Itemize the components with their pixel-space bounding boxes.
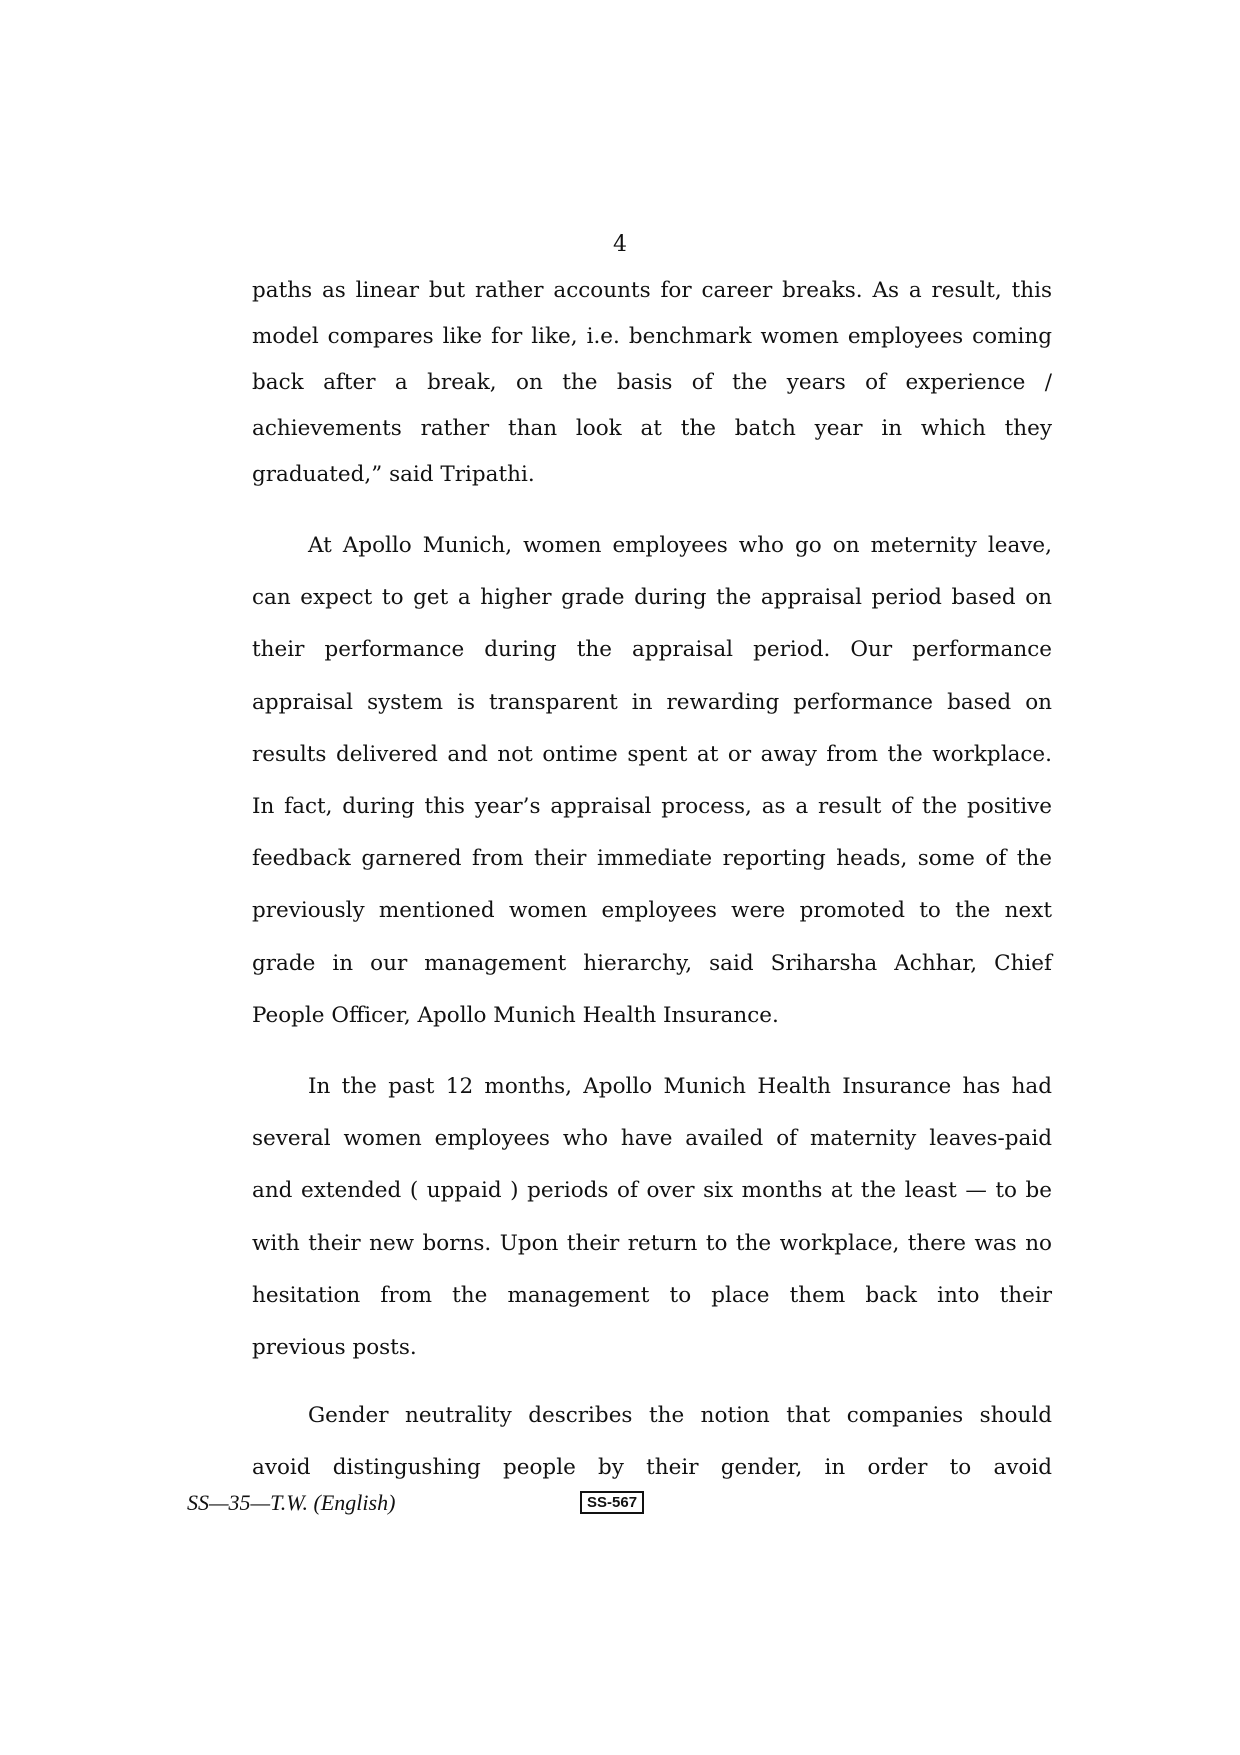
paragraph	[252, 268, 1052, 498]
text-line: People Officer, Apollo Munich Health Insurance.	[252, 1002, 779, 1028]
text-line: previous posts.	[252, 1335, 417, 1361]
text-line: In fact, during this year’s appraisal process, as a result of the positive	[252, 794, 1052, 820]
footer-exam-code: SS—35—T.W. (English)	[187, 1490, 396, 1515]
text-line: model compares like for like, i.e. benchmark women employees coming	[252, 324, 1052, 349]
text-line: feedback garnered from their immediate reporting heads, some of the	[252, 846, 1052, 872]
text-line: In the past 12 months, Apollo Munich Health Insurance has had	[308, 1074, 1052, 1100]
text-line: avoid distingushing people by their gender, in order to avoid	[252, 1455, 1052, 1481]
text-line: achievements rather than look at the batch year in which they	[252, 416, 1052, 441]
paragraph	[252, 1061, 1052, 1374]
text-line: results delivered and not ontime spent at or away from the workplace.	[252, 741, 1052, 767]
text-line: appraisal system is transparent in rewarding performance based on	[252, 689, 1052, 715]
text-line: back after a break, on the basis of the years of experience /	[252, 370, 1052, 395]
text-line: several women employees who have availed of maternity leaves-paid	[252, 1126, 1052, 1152]
footer-series-badge: SS-567	[580, 1491, 644, 1514]
text-line: their performance during the appraisal period. Our performance	[252, 637, 1052, 663]
text-line: and extended ( uppaid ) periods of over six months at the least — to be	[252, 1178, 1052, 1204]
paragraph	[252, 520, 1052, 1042]
text-line: grade in our management hierarchy, said Sriharsha Achhar, Chief	[252, 950, 1052, 976]
text-line: with their new borns. Upon their return to the workplace, there was no	[252, 1230, 1052, 1256]
text-line: can expect to get a higher grade during the appraisal period based on	[252, 585, 1052, 611]
page-number: 4	[613, 232, 627, 257]
text-line: paths as linear but rather accounts for career breaks. As a result, this	[252, 278, 1052, 303]
text-line: graduated,” said Tripathi.	[252, 462, 535, 487]
paragraph	[252, 1390, 1052, 1494]
text-line: Gender neutrality describes the notion that companies should	[308, 1403, 1052, 1429]
text-line: hesitation from the management to place them back into their	[252, 1282, 1052, 1308]
text-line: previously mentioned women employees were promoted to the next	[252, 898, 1052, 924]
body-text	[252, 268, 1052, 1495]
text-line: At Apollo Munich, women employees who go on meternity leave,	[308, 533, 1052, 558]
